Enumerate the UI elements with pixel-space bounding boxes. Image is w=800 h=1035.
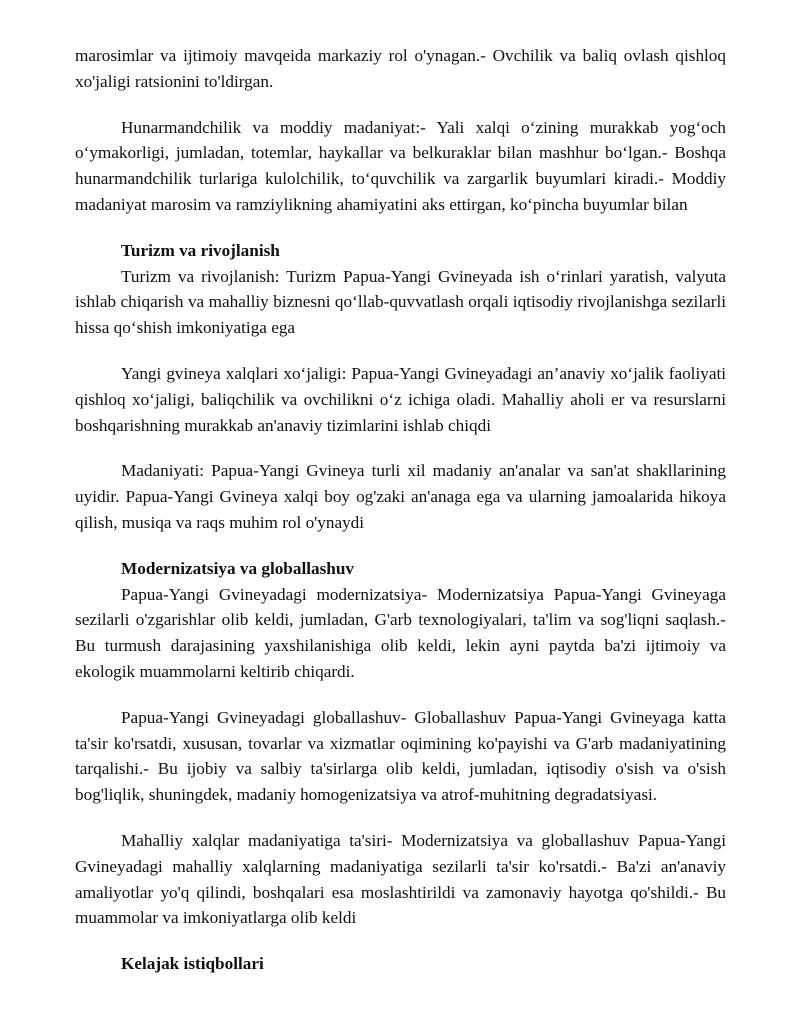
paragraph-indigenous-impact: Mahalliy xalqlar madaniyatiga ta'siri- Modernizatsiya va globallashuv Papua-Yangi Gvineyadagi mahalliy xalqlarning madaniyatiga sezilarli ta'sir ko'rsatdi.- Ba'zi an'anaviy amaliyotlar yo'q qilindi, boshqalari esa moslashtirildi va zamonaviy hayotga qo'shildi.- Bu muammolar va imkoniyatlarga olib keldi <box>75 830 726 928</box>
paragraph-continuation: marosimlar va ijtimoiy mavqeida markaziy rol o'ynagan.- Ovchilik va baliq ovlash qishloq xo'jaligi ratsionini to'ldirgan. <box>75 46 726 91</box>
paragraph-tourism: Turizm va rivojlanish: Turizm Papua-Yangi Gvineyada ish o‘rinlari yaratish, valyuta ishlab chiqarish va mahalliy biznesni qo‘llab-quvvatlash orqali iqtisodiy rivojlanishga sezilarli hissa qo‘shish imkoniyatiga ega <box>75 266 726 338</box>
paragraph-globalization: Papua-Yangi Gvineyadagi globallashuv- Globallashuv Papua-Yangi Gvineyaga katta ta'sir ko'rsatdi, xususan, tovarlar va xizmatlar oqimining ko'payishi va G'arb madaniyatining tarqalishi.- Bu ijobiy va salbiy ta'sirlarga olib keldi, jumladan, iqtisodiy o'sish va o'sish bog'liqlik, shuningdek, madaniy homogenizatsiya va atrof-muhitning degradatsiyasi. <box>75 707 726 805</box>
heading-future-prospects: Kelajak istiqbollari <box>121 954 264 974</box>
paragraph-modernization: Papua-Yangi Gvineyadagi modernizatsiya- Modernizatsiya Papua-Yangi Gvineyaga sezilarli o'zgarishlar olib keldi, jumladan, G'arb texnologiyalari, ta'lim va sog'liqni saqlash.- Bu turmush darajasining yaxshilanishiga olib keldi, lekin ayni paytda ba'zi ijtimoiy va ekologik muammolarni keltirib chiqardi. <box>75 584 726 681</box>
paragraph-handicrafts: Hunarmandchilik va moddiy madaniyat:- Yali xalqi o‘zining murakkab yog‘och o‘ymakorligi, jumladan, totemlar, haykallar va belkuraklar bilan mashhur bo‘lgan.- Boshqa hunarmandchilik turlariga kulolchilik, to‘quvchilik va zargarlik buyumlari kiradi.- Moddiy madaniyat marosim va ramziylikning ahamiyatini aks ettirgan, ko‘pincha buyumlar bilan <box>75 117 726 214</box>
paragraph-culture: Madaniyati: Papua-Yangi Gvineya turli xil madaniy an'analar va san'at shakllarining uyidir. Papua-Yangi Gvineya xalqi boy og'zaki an'anaga ega va ularning jamoalarida hikoya qilish, musiqa va raqs muhim rol o'ynaydi <box>75 461 726 532</box>
heading-modernization: Modernizatsiya va globallashuv <box>121 558 355 578</box>
heading-tourism: Turizm va rivojlanish <box>121 240 280 260</box>
document-page <box>75 43 726 977</box>
paragraph-economy: Yangi gvineya xalqlari xo‘jaligi: Papua-Yangi Gvineyadagi an’anaviy xo‘jalik faoliyati qishloq xo‘jaligi, baliqchilik va ovchilikni o‘z ichiga oladi. Mahalliy aholi er va resurslarni boshqarishning murakkab an'anaviy tizimlarini ishlab chiqdi <box>75 363 726 435</box>
